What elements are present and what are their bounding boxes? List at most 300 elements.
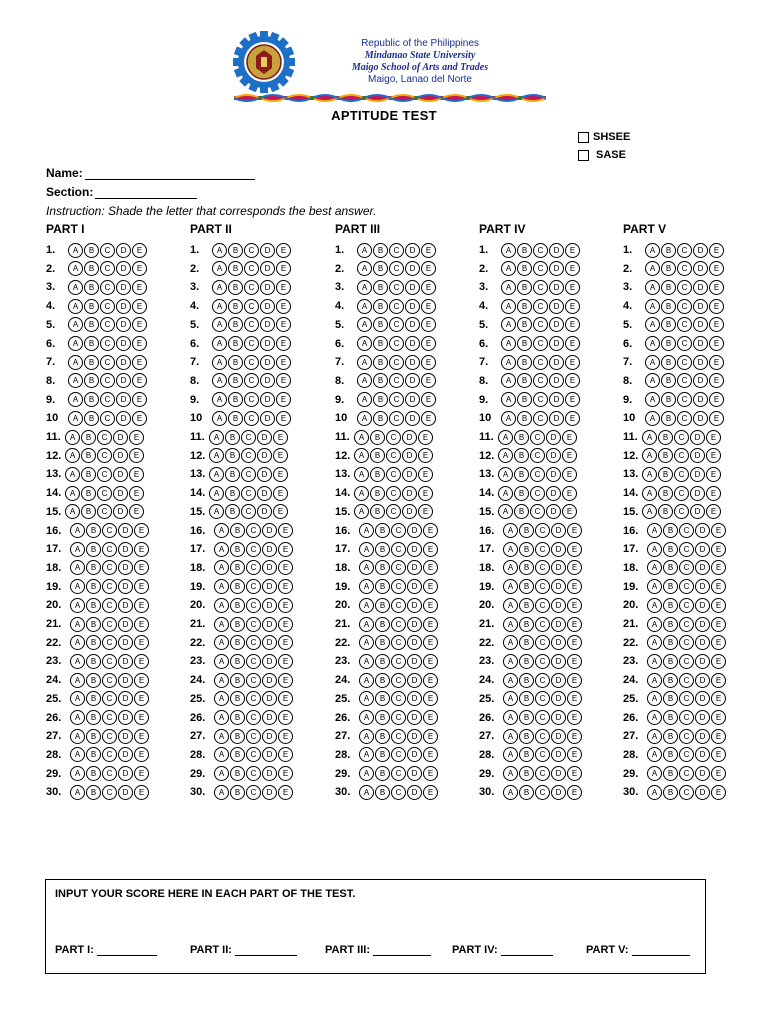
answer-bubble[interactable]: E [706, 486, 721, 501]
answer-bubble[interactable]: C [679, 691, 694, 706]
answer-bubble[interactable]: D [407, 635, 422, 650]
answer-bubble[interactable]: D [260, 411, 275, 426]
answer-bubble[interactable]: D [551, 710, 566, 725]
answer-bubble[interactable]: B [228, 261, 243, 276]
answer-bubble[interactable]: A [359, 598, 374, 613]
answer-bubble[interactable]: E [706, 467, 721, 482]
answer-bubble[interactable]: E [278, 691, 293, 706]
answer-bubble[interactable]: B [375, 785, 390, 800]
answer-bubble[interactable]: D [407, 598, 422, 613]
answer-bubble[interactable]: D [407, 523, 422, 538]
answer-bubble[interactable]: A [70, 673, 85, 688]
answer-bubble[interactable]: D [405, 280, 420, 295]
answer-bubble[interactable]: B [230, 691, 245, 706]
answer-bubble[interactable]: E [565, 299, 580, 314]
answer-bubble[interactable]: B [373, 411, 388, 426]
answer-bubble[interactable]: E [276, 373, 291, 388]
answer-bubble[interactable]: D [693, 355, 708, 370]
answer-bubble[interactable]: A [501, 280, 516, 295]
answer-bubble[interactable]: A [354, 467, 369, 482]
answer-bubble[interactable]: E [278, 523, 293, 538]
answer-bubble[interactable]: C [533, 392, 548, 407]
answer-bubble[interactable]: A [212, 317, 227, 332]
answer-bubble[interactable]: E [134, 523, 149, 538]
answer-bubble[interactable]: E [709, 317, 724, 332]
answer-bubble[interactable]: A [357, 373, 372, 388]
answer-bubble[interactable]: C [533, 317, 548, 332]
answer-bubble[interactable]: D [260, 261, 275, 276]
answer-bubble[interactable]: D [116, 373, 131, 388]
answer-bubble[interactable]: E [134, 579, 149, 594]
answer-bubble[interactable]: B [519, 710, 534, 725]
answer-bubble[interactable]: A [70, 542, 85, 557]
answer-bubble[interactable]: C [244, 243, 259, 258]
answer-bubble[interactable]: A [209, 504, 224, 519]
answer-bubble[interactable]: D [695, 673, 710, 688]
answer-bubble[interactable]: C [535, 542, 550, 557]
answer-bubble[interactable]: A [647, 654, 662, 669]
answer-bubble[interactable]: E [565, 261, 580, 276]
answer-bubble[interactable]: D [262, 729, 277, 744]
answer-bubble[interactable]: E [567, 785, 582, 800]
answer-bubble[interactable]: C [533, 373, 548, 388]
answer-bubble[interactable]: B [228, 243, 243, 258]
answer-bubble[interactable]: B [375, 747, 390, 762]
answer-bubble[interactable]: E [709, 280, 724, 295]
answer-bubble[interactable]: A [70, 560, 85, 575]
answer-bubble[interactable]: B [81, 467, 96, 482]
answer-bubble[interactable]: E [423, 785, 438, 800]
answer-bubble[interactable]: A [65, 504, 80, 519]
answer-bubble[interactable]: C [679, 747, 694, 762]
answer-bubble[interactable]: C [679, 598, 694, 613]
answer-bubble[interactable]: C [244, 317, 259, 332]
answer-bubble[interactable]: A [65, 448, 80, 463]
answer-bubble[interactable]: A [209, 430, 224, 445]
answer-bubble[interactable]: E [423, 766, 438, 781]
answer-bubble[interactable]: B [230, 654, 245, 669]
answer-bubble[interactable]: C [241, 448, 256, 463]
answer-bubble[interactable]: D [262, 747, 277, 762]
answer-bubble[interactable]: A [214, 729, 229, 744]
answer-bubble[interactable]: B [230, 710, 245, 725]
answer-bubble[interactable]: D [695, 542, 710, 557]
answer-bubble[interactable]: D [260, 373, 275, 388]
name-field[interactable] [46, 166, 255, 180]
answer-bubble[interactable]: D [407, 654, 422, 669]
answer-bubble[interactable]: E [134, 729, 149, 744]
answer-bubble[interactable]: C [246, 542, 261, 557]
answer-bubble[interactable]: A [359, 635, 374, 650]
answer-bubble[interactable]: C [386, 430, 401, 445]
answer-bubble[interactable]: D [695, 766, 710, 781]
answer-bubble[interactable]: A [359, 785, 374, 800]
answer-bubble[interactable]: E [273, 467, 288, 482]
answer-bubble[interactable]: A [68, 411, 83, 426]
answer-bubble[interactable]: B [225, 504, 240, 519]
answer-bubble[interactable]: A [357, 280, 372, 295]
answer-bubble[interactable]: A [70, 635, 85, 650]
answer-bubble[interactable]: B [661, 373, 676, 388]
answer-bubble[interactable]: C [97, 430, 112, 445]
answer-bubble[interactable]: D [407, 747, 422, 762]
answer-bubble[interactable]: D [407, 710, 422, 725]
answer-bubble[interactable]: A [214, 747, 229, 762]
answer-bubble[interactable]: A [70, 523, 85, 538]
answer-bubble[interactable]: C [389, 280, 404, 295]
answer-bubble[interactable]: E [134, 635, 149, 650]
answer-bubble[interactable]: C [386, 486, 401, 501]
answer-bubble[interactable]: D [546, 430, 561, 445]
answer-bubble[interactable]: B [658, 448, 673, 463]
answer-bubble[interactable]: E [278, 542, 293, 557]
answer-bubble[interactable]: B [225, 486, 240, 501]
answer-bubble[interactable]: A [70, 710, 85, 725]
answer-bubble[interactable]: E [711, 710, 726, 725]
answer-bubble[interactable]: B [230, 766, 245, 781]
answer-bubble[interactable]: C [391, 747, 406, 762]
answer-bubble[interactable]: D [551, 523, 566, 538]
answer-bubble[interactable]: E [132, 317, 147, 332]
answer-bubble[interactable]: A [645, 261, 660, 276]
score-part-4[interactable] [452, 944, 553, 956]
answer-bubble[interactable]: B [663, 747, 678, 762]
answer-bubble[interactable]: D [407, 560, 422, 575]
answer-bubble[interactable]: B [84, 261, 99, 276]
answer-bubble[interactable]: B [375, 635, 390, 650]
answer-bubble[interactable]: B [514, 448, 529, 463]
answer-bubble[interactable]: E [567, 710, 582, 725]
answer-bubble[interactable]: B [517, 355, 532, 370]
answer-bubble[interactable]: A [501, 261, 516, 276]
section-field[interactable] [46, 185, 197, 199]
answer-bubble[interactable]: E [421, 280, 436, 295]
answer-bubble[interactable]: C [241, 430, 256, 445]
answer-bubble[interactable]: A [359, 747, 374, 762]
answer-bubble[interactable]: B [663, 598, 678, 613]
answer-bubble[interactable]: D [693, 317, 708, 332]
answer-bubble[interactable]: E [709, 355, 724, 370]
answer-bubble[interactable]: E [134, 542, 149, 557]
answer-bubble[interactable]: B [519, 673, 534, 688]
answer-bubble[interactable]: C [677, 336, 692, 351]
answer-bubble[interactable]: A [645, 280, 660, 295]
answer-bubble[interactable]: B [519, 542, 534, 557]
answer-bubble[interactable]: C [535, 747, 550, 762]
answer-bubble[interactable]: B [370, 430, 385, 445]
answer-bubble[interactable]: C [679, 654, 694, 669]
answer-bubble[interactable]: E [423, 560, 438, 575]
answer-bubble[interactable]: D [549, 355, 564, 370]
answer-bubble[interactable]: A [359, 523, 374, 538]
answer-bubble[interactable]: E [132, 355, 147, 370]
answer-bubble[interactable]: E [132, 261, 147, 276]
answer-bubble[interactable]: B [230, 523, 245, 538]
answer-bubble[interactable]: D [407, 673, 422, 688]
answer-bubble[interactable]: D [116, 280, 131, 295]
answer-bubble[interactable]: C [389, 243, 404, 258]
answer-bubble[interactable]: C [679, 617, 694, 632]
answer-bubble[interactable]: E [134, 598, 149, 613]
answer-bubble[interactable]: E [711, 598, 726, 613]
answer-bubble[interactable]: C [679, 729, 694, 744]
answer-bubble[interactable]: A [503, 560, 518, 575]
answer-bubble[interactable]: E [132, 336, 147, 351]
answer-bubble[interactable]: E [129, 504, 144, 519]
answer-bubble[interactable]: E [567, 747, 582, 762]
answer-bubble[interactable]: B [86, 785, 101, 800]
answer-bubble[interactable]: E [134, 785, 149, 800]
answer-bubble[interactable]: D [693, 392, 708, 407]
answer-bubble[interactable]: D [693, 299, 708, 314]
option-sase[interactable] [578, 149, 626, 161]
answer-bubble[interactable]: D [549, 392, 564, 407]
answer-bubble[interactable]: A [68, 299, 83, 314]
answer-bubble[interactable]: E [711, 785, 726, 800]
answer-bubble[interactable]: A [214, 598, 229, 613]
answer-bubble[interactable]: D [402, 467, 417, 482]
answer-bubble[interactable]: A [359, 729, 374, 744]
answer-bubble[interactable]: D [257, 448, 272, 463]
answer-bubble[interactable]: E [565, 373, 580, 388]
answer-bubble[interactable]: A [212, 411, 227, 426]
answer-bubble[interactable]: A [645, 411, 660, 426]
answer-bubble[interactable]: B [86, 766, 101, 781]
answer-bubble[interactable]: B [519, 729, 534, 744]
answer-bubble[interactable]: B [514, 430, 529, 445]
answer-bubble[interactable]: D [257, 486, 272, 501]
answer-bubble[interactable]: C [535, 579, 550, 594]
answer-bubble[interactable]: D [260, 243, 275, 258]
score-part-5-line[interactable] [632, 945, 690, 956]
answer-bubble[interactable]: D [118, 747, 133, 762]
answer-bubble[interactable]: C [389, 336, 404, 351]
answer-bubble[interactable]: B [81, 486, 96, 501]
answer-bubble[interactable]: E [418, 486, 433, 501]
answer-bubble[interactable]: B [86, 673, 101, 688]
answer-bubble[interactable]: B [375, 617, 390, 632]
answer-bubble[interactable]: B [661, 280, 676, 295]
answer-bubble[interactable]: E [565, 392, 580, 407]
answer-bubble[interactable]: B [663, 766, 678, 781]
answer-bubble[interactable]: E [711, 766, 726, 781]
answer-bubble[interactable]: E [423, 729, 438, 744]
answer-bubble[interactable]: D [551, 673, 566, 688]
answer-bubble[interactable]: E [132, 392, 147, 407]
answer-bubble[interactable]: C [535, 710, 550, 725]
answer-bubble[interactable]: A [503, 747, 518, 762]
answer-bubble[interactable]: B [373, 280, 388, 295]
answer-bubble[interactable]: D [695, 617, 710, 632]
answer-bubble[interactable]: A [214, 710, 229, 725]
answer-bubble[interactable]: D [551, 766, 566, 781]
answer-bubble[interactable]: B [519, 785, 534, 800]
answer-bubble[interactable]: E [423, 617, 438, 632]
answer-bubble[interactable]: D [693, 373, 708, 388]
answer-bubble[interactable]: D [118, 710, 133, 725]
answer-bubble[interactable]: C [677, 299, 692, 314]
answer-bubble[interactable]: A [359, 673, 374, 688]
answer-bubble[interactable]: B [86, 654, 101, 669]
answer-bubble[interactable]: D [402, 430, 417, 445]
answer-bubble[interactable]: B [81, 430, 96, 445]
answer-bubble[interactable]: C [677, 392, 692, 407]
answer-bubble[interactable]: C [535, 560, 550, 575]
answer-bubble[interactable]: D [407, 729, 422, 744]
answer-bubble[interactable]: B [230, 542, 245, 557]
answer-bubble[interactable]: A [645, 243, 660, 258]
answer-bubble[interactable]: B [370, 486, 385, 501]
answer-bubble[interactable]: E [134, 691, 149, 706]
answer-bubble[interactable]: A [501, 336, 516, 351]
answer-bubble[interactable]: A [647, 729, 662, 744]
answer-bubble[interactable]: C [389, 392, 404, 407]
answer-bubble[interactable]: E [421, 411, 436, 426]
answer-bubble[interactable]: E [711, 729, 726, 744]
answer-bubble[interactable]: E [278, 598, 293, 613]
answer-bubble[interactable]: D [116, 317, 131, 332]
answer-bubble[interactable]: B [373, 336, 388, 351]
score-part-1[interactable] [55, 944, 157, 956]
answer-bubble[interactable]: D [549, 317, 564, 332]
answer-bubble[interactable]: D [260, 336, 275, 351]
answer-bubble[interactable]: B [86, 542, 101, 557]
answer-bubble[interactable]: D [690, 430, 705, 445]
answer-bubble[interactable]: D [113, 448, 128, 463]
answer-bubble[interactable]: A [70, 729, 85, 744]
answer-bubble[interactable]: E [423, 654, 438, 669]
answer-bubble[interactable]: B [84, 373, 99, 388]
answer-bubble[interactable]: E [562, 430, 577, 445]
answer-bubble[interactable]: D [549, 411, 564, 426]
answer-bubble[interactable]: A [68, 261, 83, 276]
answer-bubble[interactable]: A [214, 542, 229, 557]
answer-bubble[interactable]: D [118, 560, 133, 575]
answer-bubble[interactable]: B [86, 729, 101, 744]
answer-bubble[interactable]: A [70, 785, 85, 800]
answer-bubble[interactable]: E [567, 766, 582, 781]
answer-bubble[interactable]: D [113, 486, 128, 501]
score-part-4-line[interactable] [501, 945, 553, 956]
answer-bubble[interactable]: D [260, 392, 275, 407]
answer-bubble[interactable]: C [391, 785, 406, 800]
answer-bubble[interactable]: D [262, 598, 277, 613]
answer-bubble[interactable]: A [645, 299, 660, 314]
answer-bubble[interactable]: D [262, 766, 277, 781]
answer-bubble[interactable]: B [658, 504, 673, 519]
answer-bubble[interactable]: E [132, 280, 147, 295]
answer-bubble[interactable]: D [118, 691, 133, 706]
answer-bubble[interactable]: B [370, 467, 385, 482]
answer-bubble[interactable]: B [663, 691, 678, 706]
answer-bubble[interactable]: B [228, 392, 243, 407]
answer-bubble[interactable]: C [535, 654, 550, 669]
answer-bubble[interactable]: C [679, 785, 694, 800]
answer-bubble[interactable]: C [391, 729, 406, 744]
answer-bubble[interactable]: A [214, 579, 229, 594]
answer-bubble[interactable]: C [100, 299, 115, 314]
answer-bubble[interactable]: B [84, 243, 99, 258]
answer-bubble[interactable]: B [375, 579, 390, 594]
answer-bubble[interactable]: D [695, 560, 710, 575]
answer-bubble[interactable]: D [407, 766, 422, 781]
answer-bubble[interactable]: E [134, 747, 149, 762]
answer-bubble[interactable]: E [567, 598, 582, 613]
answer-bubble[interactable]: C [102, 598, 117, 613]
answer-bubble[interactable]: E [129, 448, 144, 463]
answer-bubble[interactable]: D [551, 691, 566, 706]
answer-bubble[interactable]: D [405, 261, 420, 276]
answer-bubble[interactable]: B [663, 673, 678, 688]
answer-bubble[interactable]: E [276, 261, 291, 276]
answer-bubble[interactable]: C [100, 261, 115, 276]
answer-bubble[interactable]: C [679, 710, 694, 725]
answer-bubble[interactable]: D [116, 411, 131, 426]
answer-bubble[interactable]: A [642, 448, 657, 463]
score-part-3-line[interactable] [373, 945, 431, 956]
answer-bubble[interactable]: E [129, 467, 144, 482]
answer-bubble[interactable]: B [373, 392, 388, 407]
answer-bubble[interactable]: E [565, 411, 580, 426]
answer-bubble[interactable]: D [116, 243, 131, 258]
answer-bubble[interactable]: C [391, 598, 406, 613]
answer-bubble[interactable]: A [503, 691, 518, 706]
answer-bubble[interactable]: A [647, 542, 662, 557]
answer-bubble[interactable]: D [118, 635, 133, 650]
answer-bubble[interactable]: A [212, 243, 227, 258]
answer-bubble[interactable]: A [70, 617, 85, 632]
answer-bubble[interactable]: D [118, 673, 133, 688]
answer-bubble[interactable]: C [677, 411, 692, 426]
answer-bubble[interactable]: D [693, 280, 708, 295]
answer-bubble[interactable]: E [418, 430, 433, 445]
answer-bubble[interactable]: C [677, 280, 692, 295]
answer-bubble[interactable]: B [373, 243, 388, 258]
answer-bubble[interactable]: D [118, 523, 133, 538]
answer-bubble[interactable]: A [212, 373, 227, 388]
answer-bubble[interactable]: E [562, 504, 577, 519]
answer-bubble[interactable]: C [535, 691, 550, 706]
answer-bubble[interactable]: E [423, 635, 438, 650]
answer-bubble[interactable]: E [709, 299, 724, 314]
answer-bubble[interactable]: E [567, 579, 582, 594]
answer-bubble[interactable]: B [663, 710, 678, 725]
answer-bubble[interactable]: D [546, 486, 561, 501]
answer-bubble[interactable]: C [97, 486, 112, 501]
answer-bubble[interactable]: D [116, 355, 131, 370]
answer-bubble[interactable]: C [246, 673, 261, 688]
answer-bubble[interactable]: C [533, 280, 548, 295]
answer-bubble[interactable]: A [498, 430, 513, 445]
answer-bubble[interactable]: D [405, 243, 420, 258]
answer-bubble[interactable]: D [405, 411, 420, 426]
answer-bubble[interactable]: C [391, 710, 406, 725]
answer-bubble[interactable]: C [102, 617, 117, 632]
answer-bubble[interactable]: B [519, 766, 534, 781]
answer-bubble[interactable]: D [262, 635, 277, 650]
answer-bubble[interactable]: A [359, 710, 374, 725]
answer-bubble[interactable]: B [228, 280, 243, 295]
answer-bubble[interactable]: E [421, 317, 436, 332]
answer-bubble[interactable]: E [423, 747, 438, 762]
answer-bubble[interactable]: C [679, 635, 694, 650]
answer-bubble[interactable]: C [246, 729, 261, 744]
answer-bubble[interactable]: A [359, 617, 374, 632]
answer-bubble[interactable]: A [647, 747, 662, 762]
answer-bubble[interactable]: E [562, 467, 577, 482]
answer-bubble[interactable]: B [370, 504, 385, 519]
answer-bubble[interactable]: C [535, 523, 550, 538]
